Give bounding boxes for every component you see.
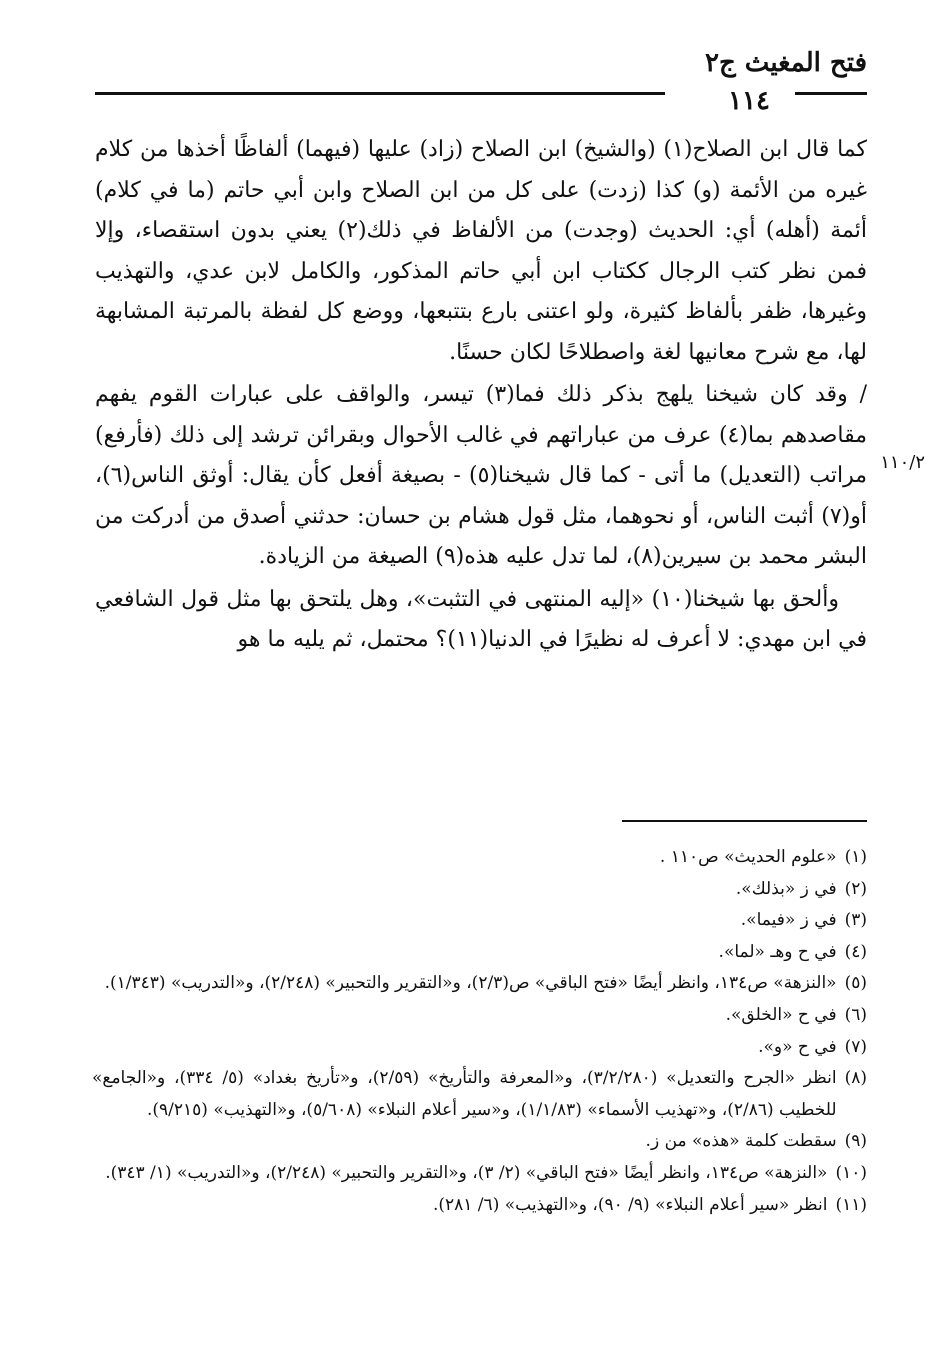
footnote-number: (١) <box>844 847 867 867</box>
footnote <box>92 968 867 1000</box>
footnote-text: في ح «الخلق». <box>725 1004 837 1025</box>
paragraph: / وقد كان شيخنا يلهج بذكر ذلك فما(٣) تيسر، والواقف على عبارات القوم يفهم مقاصدهم بما(٤) عرف من عباراتهم في غالب الأحوال وبقرائن ترشد إلى ذلك (فأرفع) مراتب (التعديل) ما أتى - كما قال شيخنا(٥) - بصيغة أفعل كأن يقال: أوثق الناس(٦)، أو(٧) أثبت الناس، أو نحوهما، مثل قول هشام بن حسان: حدثني أصدق من أدركت من البشر محمد بن سيرين(٨)، لما تدل عليه هذه(٩) الصيغة من الزيادة. <box>95 382 867 569</box>
paragraph: كما قال ابن الصلاح(١) (والشيخ) ابن الصلاح (زاد) عليها (فيهما) ألفاظًا أخذها من كلام غيره من الأئمة (و) كذا (زدت) على كل من ابن الصلاح وابن أبي حاتم (ما في كلام) أئمة (أهله) أي: الحديث (وجدت) من الألفاظ في ذلك(٢) يعني بدون استقصاء، وإلا فمن نظر كتب الرجال ككتاب ابن أبي حاتم المذكور، والكامل لابن عدي، والتهذيب وغيرها، ظفر بألفاظ كثيرة، ولو اعتنى بارع بتتبعها، ووضع كل لفظة بالمرتبة المشابهة لها، مع شرح معانيها لغة واصطلاحًا لكان حسنًا. <box>95 137 867 365</box>
footnote-text: «النزهة» ص١٣٤، وانظر أيضًا «فتح الباقي» ص(٢/٣)، و«التقرير والتحبير» (٢/٢٤٨)، و«التدريب» (١/٣٤٣). <box>104 973 837 994</box>
footnote <box>92 1063 867 1126</box>
footnote-text: في ح وهـ «لما». <box>718 941 837 962</box>
footnote-number: (٤) <box>844 941 867 962</box>
footnote-number: (٨) <box>844 1068 867 1089</box>
footnote <box>92 1126 867 1158</box>
footnote-number: (٧) <box>844 1036 867 1057</box>
footnote <box>92 1158 867 1190</box>
footnote-number: (١٠) <box>835 1162 867 1183</box>
paragraph: وألحق بها شيخنا(١٠) «إليه المنتهى في التثبت»، وهل يلتحق بها مثل قول الشافعي في ابن مهدي: لا أعرف له نظيرًا في الدنيا(١١)؟ محتمل، ثم يليه ما هو <box>95 586 867 652</box>
footnote-number: (٣) <box>844 910 867 931</box>
footnote-text: سقطت كلمة «هذه» من ز. <box>645 1131 837 1152</box>
footnote <box>92 842 867 874</box>
margin-reference: ١١٠/٢ <box>880 452 925 473</box>
footnote-text: «النزهة» ص١٣٤، وانظر أيضًا «فتح الباقي» (٢/ ٣)، و«التقرير والتحبير» (٢/٢٤٨)، و«التدريب» (١/ ٣٤٣). <box>105 1162 828 1183</box>
page-number: ١١٤ <box>728 86 770 116</box>
footnote <box>92 1000 867 1032</box>
main-text <box>95 130 867 661</box>
footnote-separator <box>622 820 867 822</box>
footnote-number: (٥) <box>844 973 867 994</box>
footnote <box>92 874 867 906</box>
footnote-text: في ز «بذلك». <box>735 878 837 899</box>
footnote-number: (٩) <box>844 1131 867 1152</box>
footnote-number: (١١) <box>835 1194 867 1215</box>
footnote-text: انظر «سير أعلام النبلاء» (٩/ ٩٠)، و«التهذيب» (٦/ ٢٨١). <box>432 1194 828 1215</box>
footnote-number: (٢) <box>844 878 867 899</box>
footnote <box>92 937 867 969</box>
footnotes <box>92 842 867 1221</box>
footnote <box>92 1032 867 1064</box>
footnote-text: في ز «فيما». <box>740 910 837 931</box>
running-title: فتح المغيث ج٢ <box>704 48 867 78</box>
footnote <box>92 1190 867 1222</box>
footnote-text: انظر «الجرح والتعديل» (٣/٢/٢٨٠)، و«المعرفة والتأريخ» (٢/٥٩)، و«تأريخ بغداد» (٥/ ٣٣٤)، و«الجامع» للخطيب (٢/٨٦)، و«تهذيب الأسماء» (١/١/٨٣)، و«سير أعلام النبلاء» (٥/٦٠٨)، و«التهذيب» (٩/٢١٥). <box>92 1068 837 1120</box>
footnote-text: في ح «و». <box>758 1036 837 1057</box>
footnote <box>92 905 867 937</box>
footnote-number: (٦) <box>844 1004 867 1025</box>
footnote-text: «علوم الحديث» ص١١٠ . <box>659 847 837 867</box>
